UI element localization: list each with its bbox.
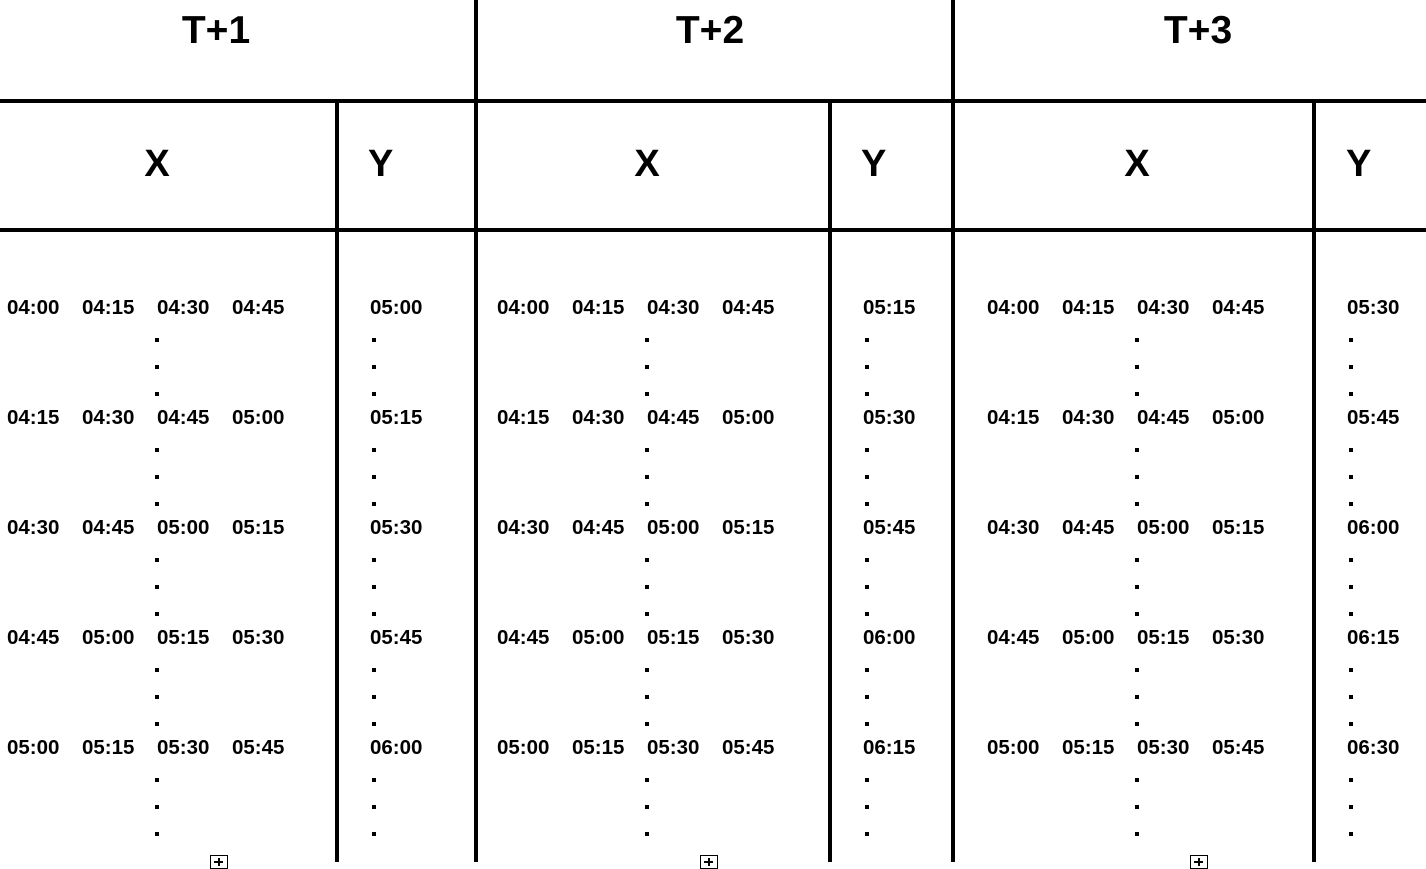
ellipsis-dot (1349, 832, 1353, 836)
ellipsis-dot (155, 558, 159, 562)
ellipsis-dot (865, 365, 869, 369)
ellipsis-dot (1349, 392, 1353, 396)
ellipsis-dot (1349, 668, 1353, 672)
ellipsis-dot (865, 338, 869, 342)
ellipsis-dot (372, 668, 376, 672)
x-time-cell: 04:15 (497, 406, 550, 429)
ellipsis-dot (155, 365, 159, 369)
ellipsis-dot (372, 392, 376, 396)
x-time-cell: 04:30 (1062, 406, 1115, 429)
x-time-cell: 05:15 (1212, 516, 1265, 539)
ellipsis-dot (372, 722, 376, 726)
x-time-cell: 04:15 (7, 406, 60, 429)
ellipsis-dot (372, 448, 376, 452)
ellipsis-dot (1135, 695, 1139, 699)
x-time-cell: 05:00 (7, 736, 60, 759)
ellipsis-dot (865, 695, 869, 699)
x-time-cell: 05:00 (1212, 406, 1265, 429)
ellipsis-dot (865, 612, 869, 616)
x-time-cell: 04:30 (7, 516, 60, 539)
x-time-cell: 05:30 (1212, 626, 1265, 649)
x-time-cell: 04:45 (1212, 296, 1265, 319)
ellipsis-dot (645, 722, 649, 726)
y-time-cell: 05:30 (1347, 296, 1400, 319)
x-time-cell: 04:45 (7, 626, 60, 649)
group-divider-2 (951, 0, 955, 862)
ellipsis-dot (645, 502, 649, 506)
group-title-t1: T+1 (181, 9, 251, 52)
x-time-cell: 04:30 (497, 516, 550, 539)
x-time-cell: 05:15 (232, 516, 285, 539)
ellipsis-dot (645, 612, 649, 616)
xy-divider-3 (1312, 99, 1316, 862)
ellipsis-dot (865, 558, 869, 562)
ellipsis-dot (1135, 778, 1139, 782)
ellipsis-dot (865, 668, 869, 672)
y-header-t3: Y (1346, 143, 1372, 185)
ellipsis-dot (645, 475, 649, 479)
x-time-cell: 04:00 (7, 296, 60, 319)
y-time-cell: 06:00 (1347, 516, 1400, 539)
x-time-cell: 05:45 (1212, 736, 1265, 759)
ellipsis-dot (865, 805, 869, 809)
y-time-cell: 06:00 (370, 736, 423, 759)
x-time-cell: 05:15 (82, 736, 135, 759)
ellipsis-dot (1135, 365, 1139, 369)
x-time-cell: 04:45 (497, 626, 550, 649)
ellipsis-dot (1135, 502, 1139, 506)
x-time-cell: 05:45 (722, 736, 775, 759)
ellipsis-dot (1135, 558, 1139, 562)
x-time-cell: 04:45 (157, 406, 210, 429)
x-time-cell: 05:00 (647, 516, 700, 539)
x-time-cell: 04:00 (497, 296, 550, 319)
xy-divider-1 (335, 99, 339, 862)
ellipsis-dot (1349, 612, 1353, 616)
x-time-cell: 05:45 (232, 736, 285, 759)
ellipsis-dot (372, 585, 376, 589)
y-time-cell: 05:45 (863, 516, 916, 539)
ellipsis-dot (645, 805, 649, 809)
ellipsis-dot (1135, 585, 1139, 589)
ellipsis-dot (1349, 365, 1353, 369)
ellipsis-dot (372, 832, 376, 836)
expand-marker-icon (210, 855, 228, 869)
x-time-cell: 05:30 (722, 626, 775, 649)
ellipsis-dot (1135, 805, 1139, 809)
ellipsis-dot (1135, 832, 1139, 836)
y-header-t2: Y (861, 143, 887, 185)
ellipsis-dot (865, 475, 869, 479)
ellipsis-dot (155, 695, 159, 699)
x-header-t1: X (144, 143, 170, 185)
x-time-cell: 05:30 (1137, 736, 1190, 759)
y-time-cell: 05:00 (370, 296, 423, 319)
y-time-cell: 05:45 (370, 626, 423, 649)
y-time-cell: 05:15 (370, 406, 423, 429)
x-time-cell: 05:00 (157, 516, 210, 539)
y-time-cell: 06:00 (863, 626, 916, 649)
group-title-t3: T+3 (1163, 9, 1233, 52)
ellipsis-dot (155, 338, 159, 342)
ellipsis-dot (1349, 805, 1353, 809)
x-time-cell: 05:00 (232, 406, 285, 429)
ellipsis-dot (155, 805, 159, 809)
x-time-cell: 05:00 (722, 406, 775, 429)
header-divider (0, 99, 1426, 103)
x-time-cell: 04:30 (157, 296, 210, 319)
ellipsis-dot (1349, 695, 1353, 699)
x-time-cell: 05:00 (497, 736, 550, 759)
x-time-cell: 04:00 (987, 296, 1040, 319)
ellipsis-dot (372, 338, 376, 342)
ellipsis-dot (645, 832, 649, 836)
expand-marker-icon (700, 855, 718, 869)
subheader-divider (0, 228, 1426, 232)
x-time-cell: 04:30 (572, 406, 625, 429)
group-title-t2: T+2 (675, 9, 745, 52)
x-header-t2: X (634, 143, 660, 185)
ellipsis-dot (155, 832, 159, 836)
x-time-cell: 05:15 (1137, 626, 1190, 649)
ellipsis-dot (865, 778, 869, 782)
ellipsis-dot (155, 475, 159, 479)
ellipsis-dot (645, 585, 649, 589)
group-divider-1 (474, 0, 478, 862)
ellipsis-dot (1349, 558, 1353, 562)
ellipsis-dot (372, 695, 376, 699)
ellipsis-dot (645, 448, 649, 452)
x-time-cell: 04:15 (572, 296, 625, 319)
ellipsis-dot (645, 778, 649, 782)
ellipsis-dot (645, 695, 649, 699)
xy-divider-2 (828, 99, 832, 862)
x-time-cell: 04:45 (1137, 406, 1190, 429)
ellipsis-dot (372, 475, 376, 479)
ellipsis-dot (865, 585, 869, 589)
ellipsis-dot (865, 502, 869, 506)
x-time-cell: 05:15 (647, 626, 700, 649)
y-time-cell: 06:30 (1347, 736, 1400, 759)
ellipsis-dot (155, 502, 159, 506)
y-time-cell: 05:30 (863, 406, 916, 429)
x-time-cell: 04:30 (1137, 296, 1190, 319)
ellipsis-dot (155, 612, 159, 616)
ellipsis-dot (645, 392, 649, 396)
x-time-cell: 05:15 (157, 626, 210, 649)
ellipsis-dot (1349, 448, 1353, 452)
x-time-cell: 05:15 (572, 736, 625, 759)
x-time-cell: 04:45 (647, 406, 700, 429)
ellipsis-dot (372, 502, 376, 506)
ellipsis-dot (1135, 448, 1139, 452)
x-time-cell: 04:30 (987, 516, 1040, 539)
y-time-cell: 05:45 (1347, 406, 1400, 429)
ellipsis-dot (372, 805, 376, 809)
x-time-cell: 05:15 (722, 516, 775, 539)
ellipsis-dot (1135, 668, 1139, 672)
x-time-cell: 04:45 (82, 516, 135, 539)
ellipsis-dot (865, 392, 869, 396)
x-time-cell: 05:00 (82, 626, 135, 649)
x-time-cell: 05:30 (157, 736, 210, 759)
ellipsis-dot (372, 558, 376, 562)
x-time-cell: 05:00 (987, 736, 1040, 759)
ellipsis-dot (1135, 338, 1139, 342)
ellipsis-dot (372, 365, 376, 369)
x-time-cell: 05:30 (647, 736, 700, 759)
x-time-cell: 05:00 (572, 626, 625, 649)
ellipsis-dot (645, 365, 649, 369)
y-time-cell: 05:30 (370, 516, 423, 539)
ellipsis-dot (1349, 475, 1353, 479)
x-header-t3: X (1124, 143, 1150, 185)
ellipsis-dot (865, 832, 869, 836)
ellipsis-dot (1135, 392, 1139, 396)
x-time-cell: 05:00 (1062, 626, 1115, 649)
ellipsis-dot (372, 612, 376, 616)
ellipsis-dot (155, 668, 159, 672)
ellipsis-dot (155, 778, 159, 782)
ellipsis-dot (155, 392, 159, 396)
ellipsis-dot (372, 778, 376, 782)
x-time-cell: 04:45 (232, 296, 285, 319)
ellipsis-dot (645, 558, 649, 562)
ellipsis-dot (1349, 778, 1353, 782)
x-time-cell: 04:45 (1062, 516, 1115, 539)
x-time-cell: 04:45 (572, 516, 625, 539)
expand-marker-icon (1190, 855, 1208, 869)
x-time-cell: 05:30 (232, 626, 285, 649)
y-time-cell: 05:15 (863, 296, 916, 319)
x-time-cell: 04:45 (722, 296, 775, 319)
ellipsis-dot (1349, 722, 1353, 726)
ellipsis-dot (1349, 585, 1353, 589)
ellipsis-dot (1349, 502, 1353, 506)
x-time-cell: 04:15 (1062, 296, 1115, 319)
x-time-cell: 04:30 (82, 406, 135, 429)
x-time-cell: 05:15 (1062, 736, 1115, 759)
y-time-cell: 06:15 (1347, 626, 1400, 649)
x-time-cell: 05:00 (1137, 516, 1190, 539)
y-header-t1: Y (368, 143, 394, 185)
ellipsis-dot (865, 722, 869, 726)
ellipsis-dot (865, 448, 869, 452)
ellipsis-dot (1349, 338, 1353, 342)
y-time-cell: 06:15 (863, 736, 916, 759)
x-time-cell: 04:45 (987, 626, 1040, 649)
ellipsis-dot (155, 448, 159, 452)
ellipsis-dot (645, 338, 649, 342)
ellipsis-dot (1135, 475, 1139, 479)
x-time-cell: 04:15 (82, 296, 135, 319)
ellipsis-dot (645, 668, 649, 672)
ellipsis-dot (1135, 612, 1139, 616)
ellipsis-dot (155, 722, 159, 726)
ellipsis-dot (1135, 722, 1139, 726)
x-time-cell: 04:30 (647, 296, 700, 319)
ellipsis-dot (155, 585, 159, 589)
x-time-cell: 04:15 (987, 406, 1040, 429)
